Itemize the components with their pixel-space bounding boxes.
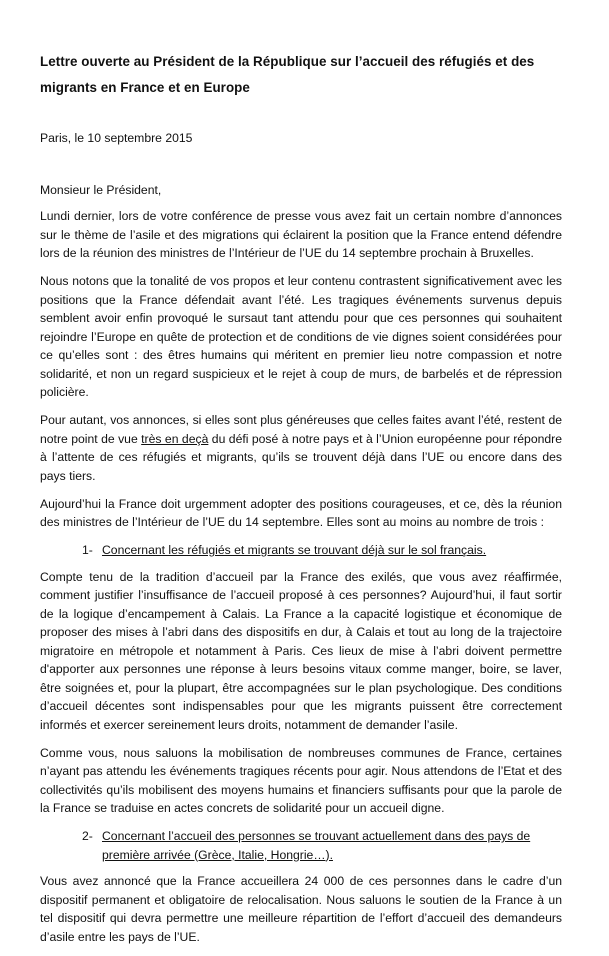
list-item-2 xyxy=(40,827,562,864)
underlined-emphasis: très en deçà xyxy=(141,431,209,446)
paragraph-positions: Aujourd’hui la France doit urgemment adopter des positions courageuses, et ce, dès la réunion des ministres de l’Intérieur de l’UE du 14 septembre. Elles sont au moins au nombre de trois : xyxy=(40,496,562,529)
paragraph-tone: Nous notons que la tonalité de vos propos et leur contenu contrastent significativement avec les positions que la France défendait avant l’été. Les tragiques événements survenus depuis semblent avoir enfin provoqué le sursaut tant attendu pour que ces personnes qui souhaitent rejoindre l’Europe en quête de protection et de conditions de vie dignes soient considérées pour ce qu’elles sont : des êtres humains qui méritent en premier lieu notre compassion et notre solidarité, et non un regard suspicieux et le rejet à coup de murs, de barbelés et de répression policière. xyxy=(40,274,562,399)
list-number: 1- xyxy=(82,543,93,557)
paragraph-relocation: Vous avez annoncé que la France accueillera 24 000 de ces personnes dans le cadre d’un dispositif permanent et obligatoire de relocalisation. Nous saluons le soutien de la France à un tel dispositif qui devra permettre une meilleure répartition de l’effort d’accueil des demandeurs d’asile entre les pays de l’UE. xyxy=(40,874,562,944)
list-item-1 xyxy=(40,541,562,560)
letter-date: Paris, le 10 septembre 2015 xyxy=(40,131,193,145)
letter-body xyxy=(40,207,562,956)
paragraph-communes: Comme vous, nous saluons la mobilisation de nombreuses communes de France, certaines n’ayant pas attendu les événements tragiques récents pour agir. Nous attendons de l’Etat et des collectivités qu’ils mobilisent des moyens humains et financiers suffisants pour que la parole de la France se traduise en actes concrets de solidarité pour un accueil digne. xyxy=(40,745,562,815)
salutation: Monsieur le Président, xyxy=(40,183,162,197)
letter-title: Lettre ouverte au Président de la République sur l’accueil des réfugiés et des migrants en France et en Europe xyxy=(40,54,535,95)
paragraph-text: du défi posé à notre pays et à l’Union européenne pour répondre à l’attente de ces réfugiés et migrants, qu’ils se trouvent déjà dans l’UE ou encore dans des pays tiers. xyxy=(40,431,562,483)
paragraph-intro: Lundi dernier, lors de votre conférence de presse vous avez fait un certain nombre d’annonces sur le thème de l’asile et des migrations qui éclairent la position que la France entend défendre lors de la réunion des ministres de l’Intérieur de l’UE du 14 septembre prochain à Bruxelles. xyxy=(40,209,562,260)
list-number: 2- xyxy=(82,829,93,843)
paragraph-text: Pour autant, vos annonces, si elles sont plus généreuses que celles faites avant l’été, restent de notre point de vue xyxy=(40,413,562,446)
paragraph-insufficient xyxy=(40,411,562,485)
list-heading: Concernant les réfugiés et migrants se trouvant déjà sur le sol français. xyxy=(102,543,487,557)
paragraph-calais: Compte tenu de la tradition d’accueil par la France des exilés, que vous avez réaffirmée, comment justifier l’insuffisance de l’accueil proposé à ces personnes? Aujourd’hui, il faut sortir de la logique d’encampement à Calais. La France a la capacité logistique et économique de proposer des mises à l’abri dans des dispositifs en dur, à Calais et tout au long de la trajectoire migratoire en métropole et notamment à Paris. Ces lieux de mise à l’abri doivent permettre d'apporter aux personnes une réponse à leurs besoins vitaux comme manger, boire, se laver, être soignées et, pour la plupart, être accompagnées sur le plan psychologique. Des conditions d’accueil décentes sont indispensables pour que les migrants puissent être correctement informés et exercer sereinement leurs droits, notamment de demander l’asile. xyxy=(40,569,562,732)
list-heading: Concernant l’accueil des personnes se trouvant actuellement dans des pays de première arrivée (Grèce, Italie, Hongrie…). xyxy=(102,829,531,862)
